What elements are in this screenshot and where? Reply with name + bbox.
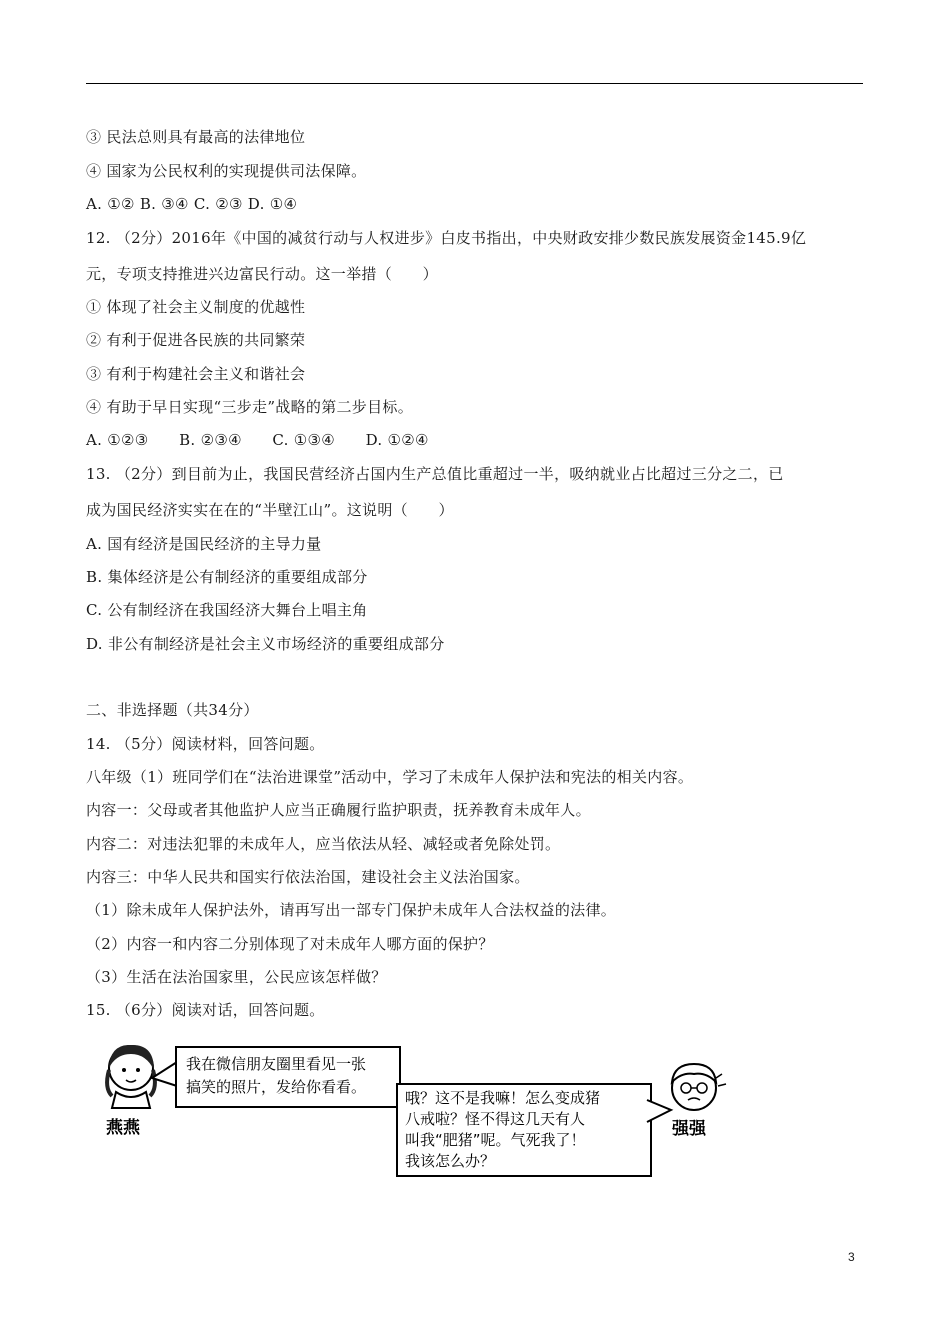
option-line: ② 有利于促进各民族的共同繁荣 [86, 331, 306, 349]
question-15-stem: 15. （6分）阅读对话，回答问题。 [86, 1001, 325, 1019]
option-line: ③ 有利于构建社会主义和谐社会 [86, 365, 306, 383]
answer-choices: A. ①②③ B. ②③④ C. ①③④ D. ①②④ [86, 431, 429, 449]
material-intro: 八年级（1）班同学们在“法治进课堂”活动中，学习了未成年人保护法和宪法的相关内容。 [86, 768, 694, 786]
bubble-text: 我该怎么办？ [405, 1152, 496, 1170]
option-line: ④ 有助于早日实现“三步走”战略的第二步目标。 [86, 398, 414, 416]
choice-a: A. 国有经济是国民经济的主导力量 [86, 535, 322, 553]
sub-question-1: （1）除未成年人保护法外，请再写出一部专门保护未成年人合法权益的法律。 [86, 901, 617, 919]
option-line: ③ 民法总则具有最高的法律地位 [86, 128, 306, 146]
sub-question-2: （2）内容一和内容二分别体现了对未成年人哪方面的保护？ [86, 935, 494, 953]
material-content-1: 内容一：父母或者其他监护人应当正确履行监护职责，抚养教育未成年人。 [86, 801, 591, 819]
answer-choices: A. ①② B. ③④ C. ②③ D. ①④ [86, 195, 298, 213]
speech-bubble-right [396, 1083, 652, 1177]
sub-question-3: （3）生活在法治国家里，公民应该怎样做？ [86, 968, 387, 986]
right-speaker-name: 强强 [672, 1119, 706, 1139]
bubble-text: 八戒啦？怪不得这几天有人 [405, 1110, 586, 1128]
question-13-stem: 13. （2分）到目前为止，我国民营经济占国内生产总值比重超过一半，吸纳就业占比超过三分之二，已 [86, 465, 784, 483]
bubble-text: 哦？这不是我嘛！怎么变成猪 [405, 1089, 601, 1107]
question-12-stem: 12. （2分）2016年《中国的减贫行动与人权进步》白皮书指出，中央财政安排少数民族发展资金145.9亿 [86, 229, 807, 247]
choice-d: D. 非公有制经济是社会主义市场经济的重要组成部分 [86, 635, 445, 653]
material-content-2: 内容二：对违法犯罪的未成年人，应当依法从轻、减轻或者免除处罚。 [86, 835, 561, 853]
speech-bubble-left [175, 1046, 401, 1108]
choice-c: C. 公有制经济在我国经济大舞台上唱主角 [86, 601, 368, 619]
bubble-text: 叫我“肥猪”呢。气死我了！ [405, 1131, 586, 1149]
option-line: ① 体现了社会主义制度的优越性 [86, 298, 306, 316]
header-rule [86, 83, 863, 84]
option-line: ④ 国家为公民权利的实现提供司法保障。 [86, 162, 367, 180]
section-heading: 二、非选择题（共34分） [86, 701, 259, 719]
boy-character-icon [660, 1058, 730, 1118]
bubble-text: 搞笑的照片，发给你看看。 [186, 1078, 367, 1096]
bubble-text: 我在微信朋友圈里看见一张 [186, 1055, 367, 1073]
question-13-stem-cont: 成为国民经济实实在在的“半壁江山”。这说明（ ） [86, 501, 454, 519]
question-14-stem: 14. （5分）阅读材料，回答问题。 [86, 735, 325, 753]
left-speaker-name: 燕燕 [106, 1118, 140, 1138]
question-12-stem-cont: 元，专项支持推进兴边富民行动。这一举措（ ） [86, 265, 438, 283]
choice-b: B. 集体经济是公有制经济的重要组成部分 [86, 568, 368, 586]
material-content-3: 内容三：中华人民共和国实行依法治国，建设社会主义法治国家。 [86, 868, 530, 886]
page-number: 3 [848, 1250, 855, 1264]
